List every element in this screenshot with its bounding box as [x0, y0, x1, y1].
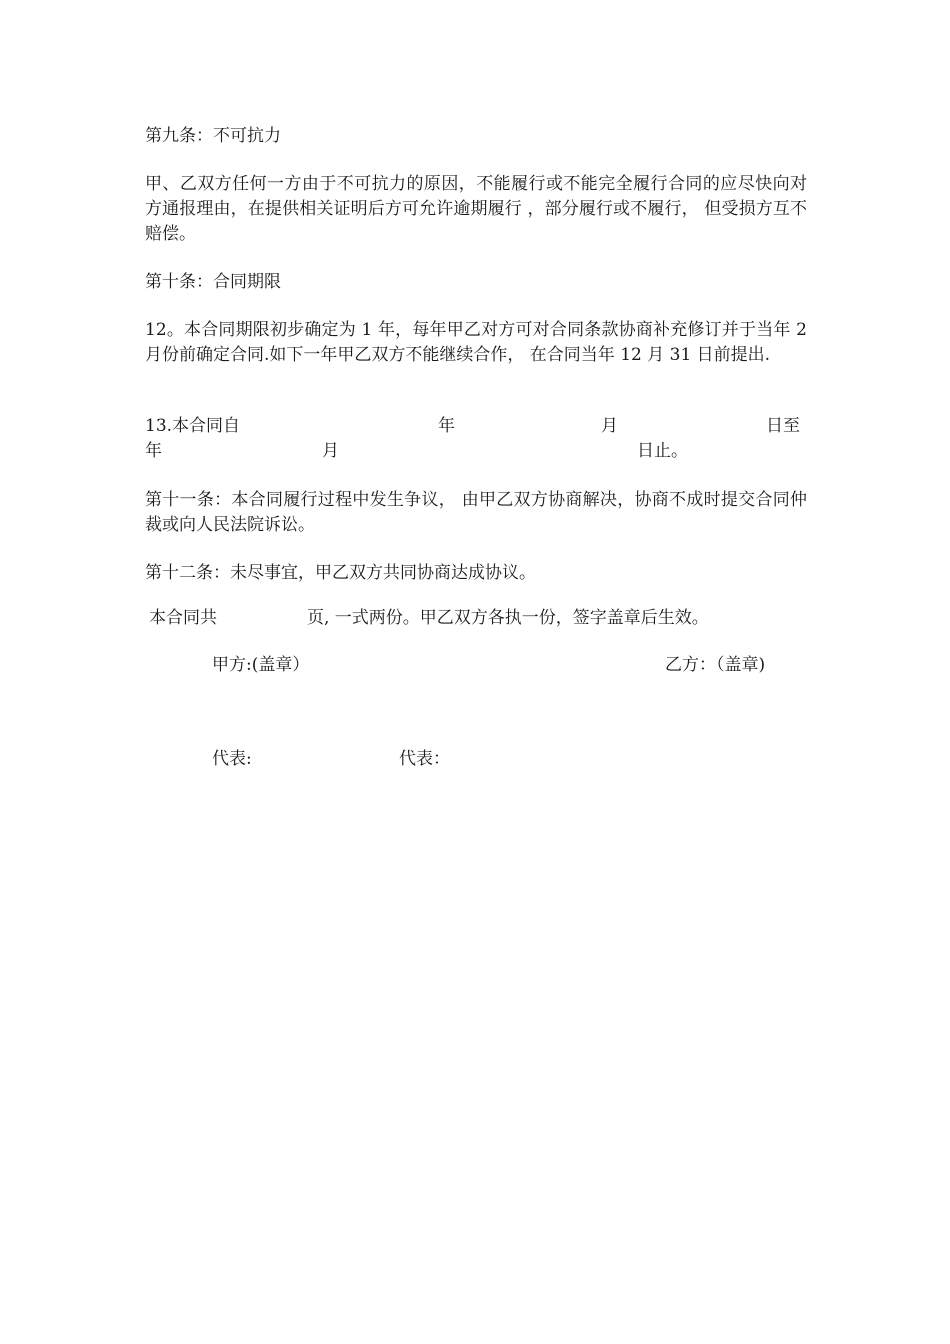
clause-13-year-2: 年 [145, 441, 162, 461]
clause-13-year-1: 年 [438, 416, 455, 436]
party-a-seal-label: 甲方:(盖章） [212, 655, 310, 675]
article-10-heading: 第十条：合同期限 [145, 272, 281, 292]
clause-13-month-2: 月 [322, 441, 339, 461]
article-12: 第十二条：未尽事宜，甲乙双方共同协商达成协议。 [145, 563, 536, 583]
pages-note-prefix: 本合同共 [149, 608, 217, 628]
pages-note-suffix: 页, 一式两份。甲乙双方各执一份，签字盖章后生效。 [307, 608, 709, 628]
clause-13-month-1: 月 [601, 416, 618, 436]
clause-12: 12。本合同期限初步确定为 1 年，每年甲乙对方可对合同条款协商补充修订并于当年 2 月份前确定合同.如下一年甲乙双方不能继续合作， 在合同当年 12 月 31 日前提出. [145, 320, 807, 365]
party-a-representative-label: 代表: [212, 749, 252, 769]
article-9-heading: 第九条：不可抗力 [145, 126, 281, 146]
party-b-representative-label: 代表： [399, 749, 450, 769]
article-9-body: 甲、乙双方任何一方由于不可抗力的原因，不能履行或不能完全履行合同的应尽快向对方通报理由，在提供相关证明后方可允许逾期履行 ，部分履行或不履行， 但受损方互不赔偿。 [145, 174, 807, 244]
party-b-seal-label: 乙方：（盖章) [665, 655, 766, 675]
clause-13-prefix: 13.本合同自 [145, 416, 241, 436]
clause-13-day-end: 日止。 [637, 441, 688, 461]
clause-13-day-to: 日至 [766, 416, 800, 436]
article-11: 第十一条：本合同履行过程中发生争议， 由甲乙双方协商解决，协商不成时提交合同仲裁或向人民法院诉讼。 [145, 490, 807, 535]
